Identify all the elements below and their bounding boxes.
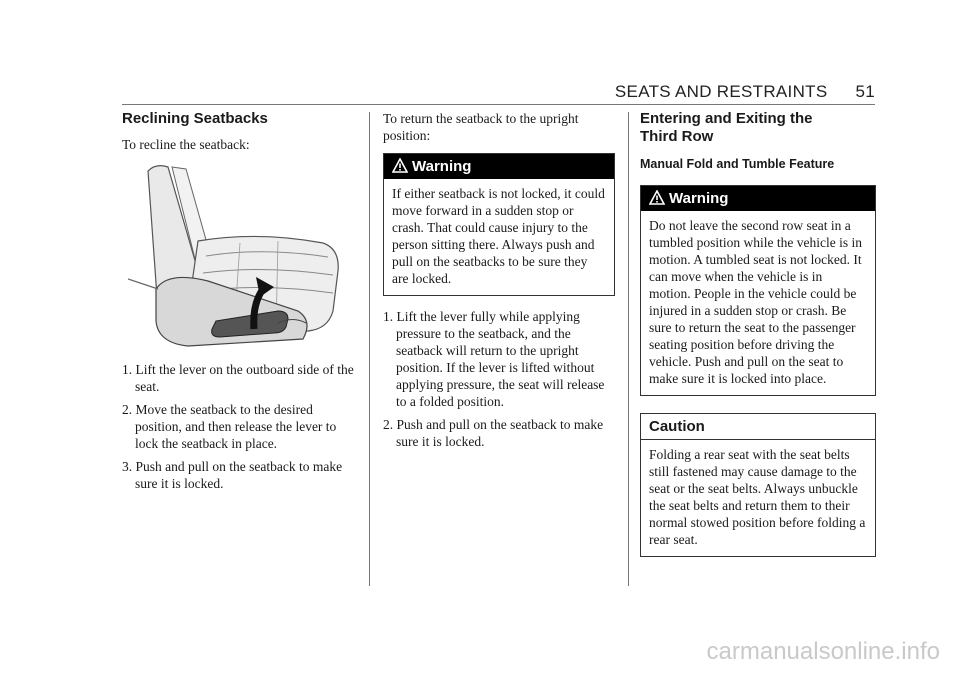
intro-text: To recline the seatback: [122, 137, 250, 152]
heading-line-2: Third Row [640, 128, 714, 145]
warning-icon [392, 158, 408, 174]
list-item: 1. Lift the lever on the outboard side of the seat. [122, 362, 354, 394]
heading-line-1: Entering and Exiting the [640, 110, 813, 127]
header-rule [122, 104, 875, 105]
warning-header [641, 186, 875, 211]
recline-steps [122, 361, 358, 492]
section-heading: Reclining Seatbacks [122, 110, 268, 127]
warning-icon [649, 190, 665, 206]
warning-label: Warning [669, 190, 729, 207]
column-2 [383, 110, 615, 456]
page-number: 51 [855, 82, 875, 101]
section-heading [640, 110, 876, 146]
subheading: Manual Fold and Tumble Feature [640, 157, 835, 171]
section-title: SEATS AND RESTRAINTS [614, 82, 828, 101]
watermark: carmanualsonline.info [706, 638, 940, 665]
intro-text: To return the seatback to the upright position: [383, 111, 579, 143]
column-divider-2 [628, 112, 629, 586]
running-header [615, 82, 875, 102]
column-divider-1 [369, 112, 370, 586]
warning-text: If either seatback is not locked, it could move forward in a sudden stop or crash. That could cause injury to the person sitting there. Always push and pull on the seatbacks to be sure they are locked. [392, 186, 605, 286]
list-item: 3. Push and pull on the seatback to make sure it is locked. [122, 459, 343, 491]
column-3 [640, 110, 876, 557]
warning-header [384, 154, 614, 179]
seat-recline-lever-illustration [128, 161, 342, 351]
warning-box [640, 185, 876, 396]
column-1 [122, 110, 358, 498]
caution-header: Caution [641, 414, 875, 440]
upright-steps [383, 308, 615, 450]
caution-box [640, 413, 876, 557]
warning-text: Do not leave the second row seat in a tumbled position while the vehicle is in motion. A tumbled seat is not locked. It can move when the vehicle is in motion. People in the vehicle could be injured in a sudden stop or crash. Be sure to return the seat to the passenger seating position before driving the vehicle. Push and pull on the seat to make sure it is locked into place. [649, 218, 862, 386]
caution-text: Folding a rear seat with the seat belts still fastened may cause damage to the seat or the seat belts. Always unbuckle the seat belts and return them to their normal stowed position before folding a rear seat. [649, 447, 866, 547]
list-item: 2. Move the seatback to the desired position, and then release the lever to lock the seatback in place. [122, 402, 337, 451]
warning-box [383, 153, 615, 296]
list-item: 2. Push and pull on the seatback to make sure it is locked. [383, 417, 604, 449]
warning-label: Warning [412, 158, 472, 175]
list-item: 1. Lift the lever fully while applying pressure to the seatback, and the seatback will return to the upright position. If the lever is lifted without applying pressure, the seat will release to a folded position. [383, 309, 605, 409]
